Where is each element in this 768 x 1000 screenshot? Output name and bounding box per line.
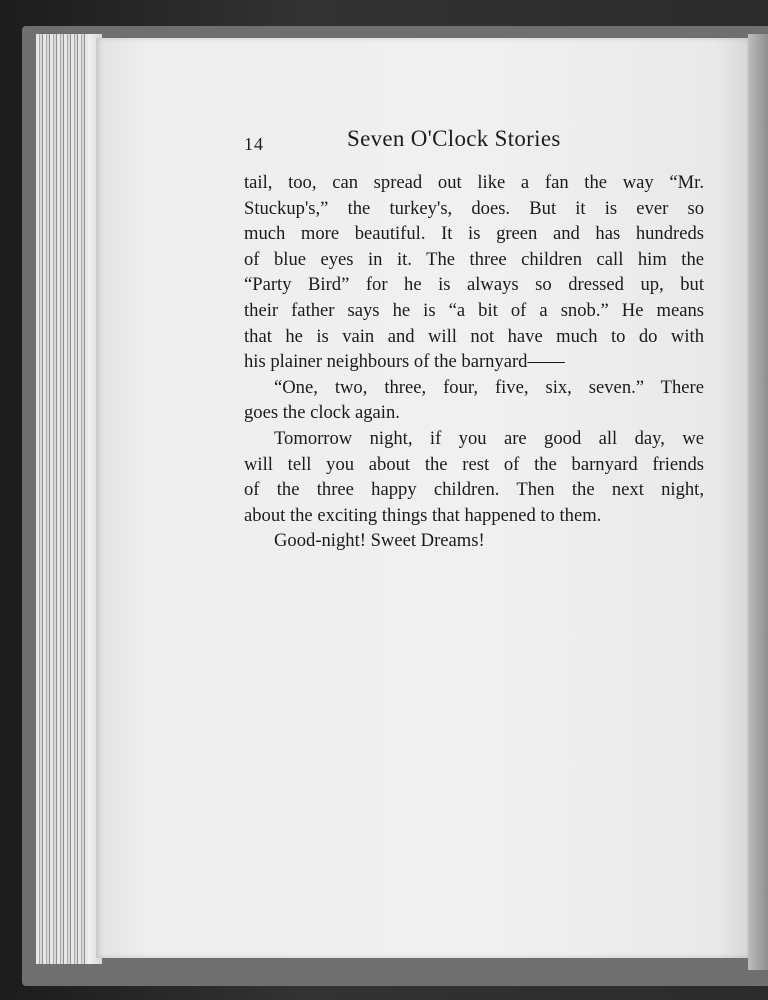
text-line: about the exciting things that happened to them. [244, 504, 602, 526]
story-text [244, 170, 704, 554]
running-title: Seven O'Clock Stories [347, 126, 561, 151]
text-line: much more beautiful. It is green and has hundreds [244, 223, 704, 245]
text-line: will tell you about the rest of the barnyard friends [244, 453, 704, 475]
text-line: goes the clock again. [244, 402, 400, 424]
text-line: Stuckup's,” the turkey's, does. But it is ever so [244, 197, 704, 219]
page-header [244, 126, 614, 158]
text-line: of the three happy children. Then the next night, [244, 479, 704, 501]
text-line: “One, two, three, four, five, six, seven.” There [274, 376, 704, 398]
text-line: their father says he is “a bit of a snob.” He means [244, 299, 704, 321]
page-number: 14 [244, 134, 264, 154]
binding-edge [748, 34, 768, 970]
text-line: that he is vain and will not have much to do with [244, 325, 704, 347]
text-line: Tomorrow night, if you are good all day, we [274, 427, 704, 449]
text-line: of blue eyes in it. The three children call him the [244, 248, 704, 270]
text-line: “Party Bird” for he is always so dressed up, but [244, 274, 704, 296]
page-edges [36, 34, 102, 964]
text-line: Good-night! Sweet Dreams! [274, 530, 485, 552]
text-line: his plainer neighbours of the barnyard—— [244, 351, 565, 373]
text-line: tail, too, can spread out like a fan the way “Mr. [244, 172, 704, 193]
